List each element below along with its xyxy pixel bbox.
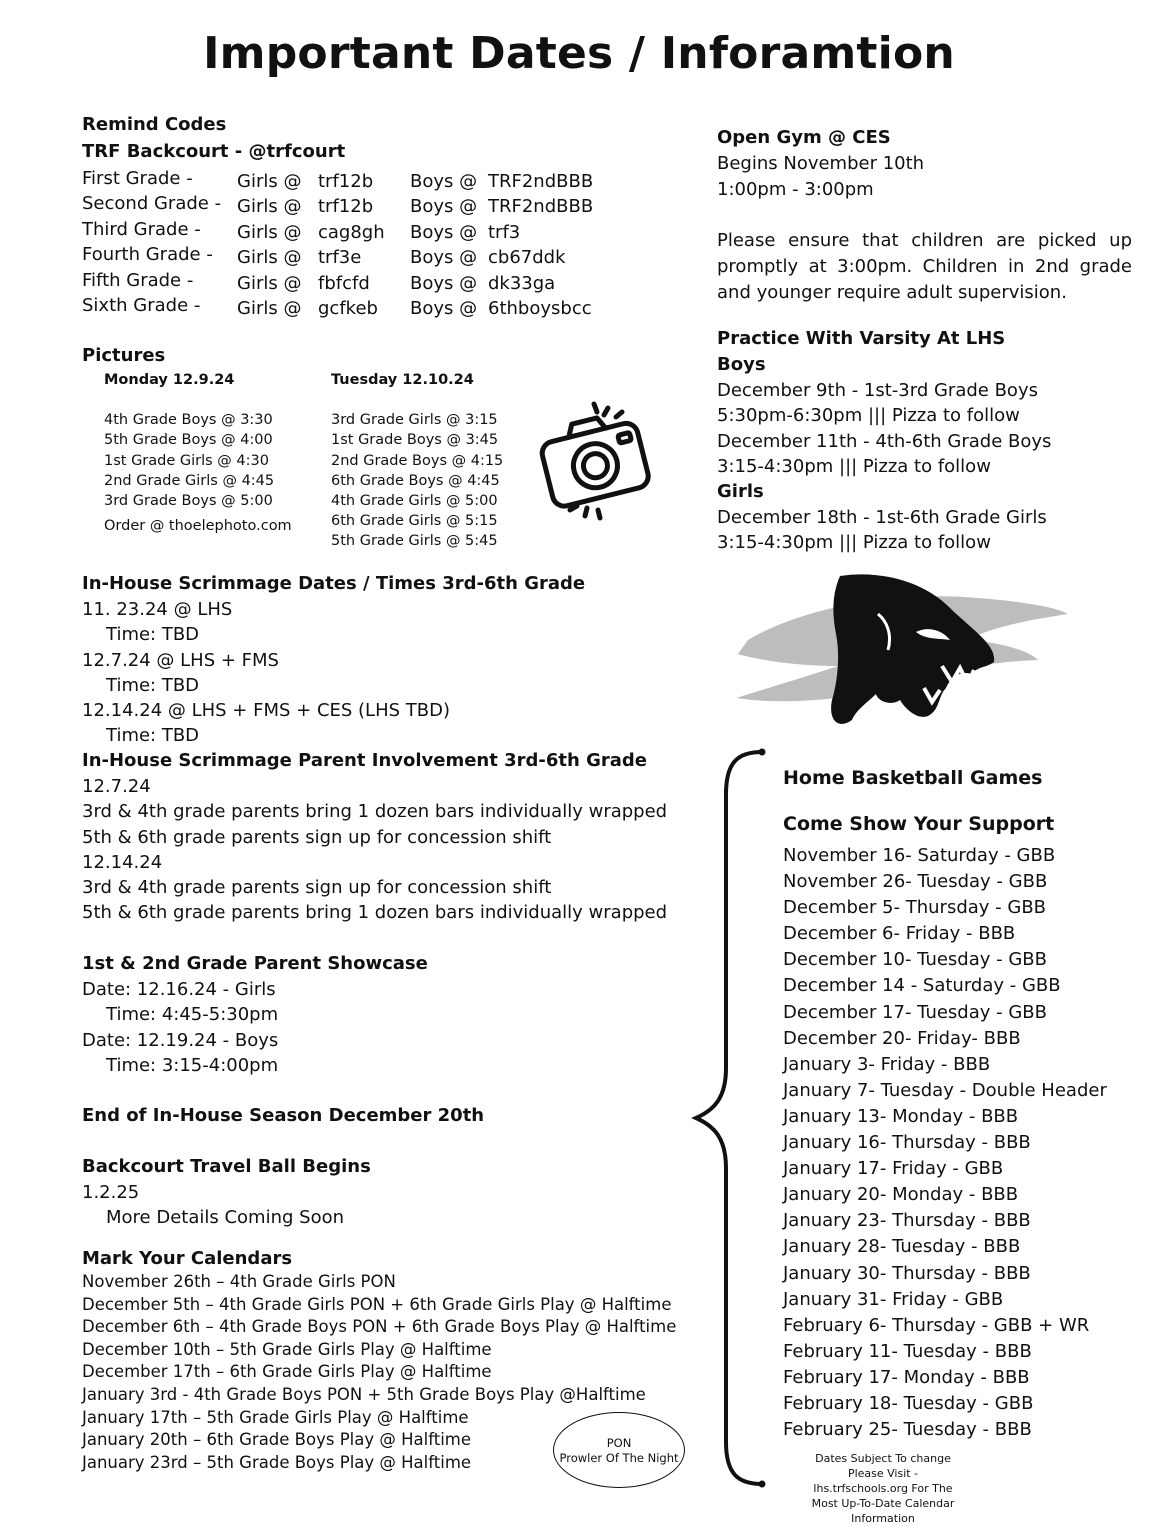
pictures-heading: Pictures <box>82 345 166 366</box>
varsity-boys-label: Boys <box>717 354 766 375</box>
showcase-line: Time: 3:15-4:00pm <box>106 1054 279 1076</box>
tuesday-label: Tuesday 12.10.24 <box>331 372 474 388</box>
travel-date: 1.2.25 <box>82 1182 140 1203</box>
picture-slot: 4th Grade Boys @ 3:30 <box>104 412 273 429</box>
game-item: January 28- Tuesday - BBB <box>783 1236 1021 1258</box>
game-item: January 3- Friday - BBB <box>783 1053 991 1075</box>
remind-row <box>82 244 642 269</box>
involvement-line: 5th & 6th grade parents bring 1 dozen bars individually wrapped <box>82 902 668 924</box>
game-item: February 6- Thursday - GBB + WR <box>783 1314 1090 1336</box>
picture-slot: 3rd Grade Girls @ 3:15 <box>331 412 498 429</box>
picture-slot: 1st Grade Boys @ 3:45 <box>331 432 499 449</box>
showcase-lines <box>82 977 278 1078</box>
travel-heading: Backcourt Travel Ball Begins <box>82 1156 371 1177</box>
page-title: Important Dates / Inforamtion <box>203 28 955 79</box>
game-item: January 17- Friday - GBB <box>783 1158 1004 1180</box>
remind-boys-label: Boys @ <box>410 298 478 319</box>
panther-mascot-icon <box>728 570 1073 732</box>
open-gym-heading: Open Gym @ CES <box>717 127 891 148</box>
home-games-heading: Home Basketball Games <box>783 767 1043 789</box>
end-season-heading: End of In-House Season December 20th <box>82 1105 485 1126</box>
home-games-subheading: Come Show Your Support <box>783 813 1055 835</box>
game-item: December 10- Tuesday - GBB <box>783 949 1047 971</box>
remind-boys-code: 6thboysbcc <box>488 298 592 319</box>
picture-slot: 3rd Grade Boys @ 5:00 <box>104 493 273 510</box>
camera-icon <box>530 398 658 522</box>
dates-note <box>808 1451 958 1526</box>
pictures-tuesday <box>331 370 503 552</box>
varsity-girls-label: Girls <box>717 481 764 502</box>
picture-slot: 2nd Grade Girls @ 4:45 <box>104 472 275 489</box>
remind-grade: Second Grade - <box>82 193 222 215</box>
involvement-heading: In-House Scrimmage Parent Involvement 3rd-6th Grade <box>82 750 647 771</box>
game-item: February 11- Tuesday - BBB <box>783 1340 1032 1362</box>
varsity-girls-lines <box>717 505 1047 556</box>
involvement-line: 3rd & 4th grade parents bring 1 dozen bars individually wrapped <box>82 801 668 823</box>
showcase-line: Time: 4:45-5:30pm <box>106 1004 279 1026</box>
pon-full: Prowler Of The Night <box>559 1451 679 1465</box>
game-item: November 16- Saturday - GBB <box>783 845 1056 866</box>
note-line: Please Visit - lhs.trfschools.org For The <box>813 1467 953 1495</box>
remind-row <box>82 219 642 244</box>
scrimmage-line: Time: TBD <box>106 725 200 747</box>
game-item: January 13- Monday - BBB <box>783 1105 1019 1127</box>
home-games-list <box>783 843 1107 1443</box>
remind-row <box>82 193 642 218</box>
game-item: January 7- Tuesday - Double Header <box>783 1079 1107 1101</box>
remind-boys-code: cb67ddk <box>488 247 566 269</box>
remind-girls-label: Girls @ <box>237 196 302 218</box>
remind-boys-code: TRF2ndBBB <box>488 196 594 218</box>
varsity-line: 5:30pm-6:30pm ||| Pizza to follow <box>717 405 1020 427</box>
remind-girls-code: trf12b <box>318 196 374 218</box>
remind-grade: Third Grade - <box>82 218 201 240</box>
remind-row <box>82 270 642 295</box>
picture-slot: 5th Grade Girls @ 5:45 <box>331 533 498 550</box>
picture-slot: 4th Grade Girls @ 5:00 <box>331 493 498 510</box>
game-item: February 25- Tuesday - BBB <box>783 1419 1032 1441</box>
varsity-boys-lines <box>717 378 1051 479</box>
remind-girls-code: cag8gh <box>318 221 385 243</box>
calendar-heading: Mark Your Calendars <box>82 1248 293 1269</box>
open-gym-note: Please ensure that children are picked up promptly at 3:00pm. Children in 2nd grade and younger require adult supervision. <box>717 230 1132 303</box>
pon-badge <box>553 1412 685 1488</box>
order-link-text: Order @ thoelephoto.com <box>104 518 292 535</box>
remind-boys-code: dk33ga <box>488 272 556 294</box>
note-line: Most Up-To-Date Calendar Information <box>811 1497 955 1525</box>
scrimmage-line: Time: TBD <box>106 624 200 646</box>
remind-girls-label: Girls @ <box>237 272 302 294</box>
varsity-line: December 9th - 1st-3rd Grade Boys <box>717 380 1038 401</box>
monday-schedule <box>104 410 292 511</box>
game-item: January 16- Thursday - BBB <box>783 1132 1031 1154</box>
travel-details: More Details Coming Soon <box>106 1207 344 1228</box>
monday-label: Monday 12.9.24 <box>104 372 235 388</box>
remind-girls-code: trf12b <box>318 171 374 192</box>
scrimmage-heading: In-House Scrimmage Dates / Times 3rd-6th Grade <box>82 573 586 594</box>
calendar-line: January 17th – 5th Grade Girls Play @ Halftime <box>82 1407 469 1427</box>
calendar-line: January 23rd – 5th Grade Boys Play @ Halftime <box>82 1452 472 1472</box>
game-item: February 17- Monday - BBB <box>783 1366 1030 1388</box>
remind-girls-code: trf3e <box>318 247 362 269</box>
pon-abbr: PON <box>606 1436 632 1450</box>
calendar-line: January 20th – 6th Grade Boys Play @ Halftime <box>82 1430 471 1450</box>
picture-slot: 2nd Grade Boys @ 4:15 <box>331 452 504 469</box>
calendar-line: November 26th – 4th Grade Girls PON <box>82 1272 396 1291</box>
remind-grade: Fourth Grade - <box>82 244 213 266</box>
remind-grade: Fifth Grade - <box>82 269 194 291</box>
open-gym-begins: Begins November 10th <box>717 153 925 174</box>
remind-girls-code: gcfkeb <box>318 298 378 319</box>
remind-girls-label: Girls @ <box>237 247 302 269</box>
varsity-line: 3:15-4:30pm ||| Pizza to follow <box>717 532 991 554</box>
scrimmage-dates <box>82 597 450 749</box>
varsity-line: December 18th - 1st-6th Grade Girls <box>717 507 1047 528</box>
involvement-line: 5th & 6th grade parents sign up for concession shift <box>82 826 552 848</box>
remind-girls-label: Girls @ <box>237 221 302 243</box>
picture-slot: 1st Grade Girls @ 4:30 <box>104 452 269 469</box>
remind-boys-label: Boys @ <box>410 221 478 243</box>
remind-boys-code: trf3 <box>488 221 521 243</box>
remind-girls-label: Girls @ <box>237 171 302 192</box>
pictures-monday <box>104 370 292 536</box>
tuesday-schedule <box>331 410 503 551</box>
calendar-line: December 17th – 6th Grade Girls Play @ Halftime <box>82 1362 492 1382</box>
game-item: January 31- Friday - GBB <box>783 1288 1004 1310</box>
remind-girls-code: fbfcfd <box>318 272 370 294</box>
game-item: January 30- Thursday - BBB <box>783 1262 1031 1284</box>
remind-grade: Sixth Grade - <box>82 295 201 316</box>
calendar-line: January 3rd - 4th Grade Boys PON + 5th Grade Boys Play @Halftime <box>82 1384 646 1404</box>
game-item: December 20- Friday- BBB <box>783 1027 1021 1049</box>
scrimmage-line: 12.7.24 @ LHS + FMS <box>82 649 279 671</box>
showcase-line: Date: 12.16.24 - Girls <box>82 979 276 1000</box>
involvement-lines <box>82 774 667 926</box>
scrimmage-line: 11. 23.24 @ LHS <box>82 599 233 620</box>
remind-grade: First Grade - <box>82 168 193 189</box>
remind-row <box>82 295 642 320</box>
involvement-line: 12.14.24 <box>82 851 163 873</box>
remind-boys-code: TRF2ndBBB <box>488 171 594 192</box>
showcase-line: Date: 12.19.24 - Boys <box>82 1029 279 1051</box>
involvement-line: 12.7.24 <box>82 776 151 797</box>
note-line: Dates Subject To change <box>815 1452 951 1465</box>
calendar-line: December 6th – 4th Grade Boys PON + 6th Grade Boys Play @ Halftime <box>82 1317 677 1337</box>
picture-slot: 6th Grade Boys @ 4:45 <box>331 472 500 489</box>
varsity-heading: Practice With Varsity At LHS <box>717 328 1006 349</box>
remind-girls-label: Girls @ <box>237 298 302 319</box>
game-item: February 18- Tuesday - GBB <box>783 1392 1034 1414</box>
varsity-line: 3:15-4:30pm ||| Pizza to follow <box>717 455 991 477</box>
open-gym-time: 1:00pm - 3:00pm <box>717 179 874 200</box>
remind-heading: Remind Codes <box>82 114 227 135</box>
game-item: November 26- Tuesday - GBB <box>783 871 1048 893</box>
involvement-line: 3rd & 4th grade parents sign up for concession shift <box>82 877 552 899</box>
game-item: January 20- Monday - BBB <box>783 1184 1019 1206</box>
remind-row <box>82 168 642 193</box>
showcase-heading: 1st & 2nd Grade Parent Showcase <box>82 953 428 974</box>
curly-brace-icon <box>690 748 770 1488</box>
remind-subheading: TRF Backcourt - @trfcourt <box>82 141 346 162</box>
remind-boys-label: Boys @ <box>410 272 478 294</box>
calendar-line: December 5th – 4th Grade Girls PON + 6th Grade Girls Play @ Halftime <box>82 1294 672 1314</box>
remind-boys-label: Boys @ <box>410 247 478 269</box>
calendar-line: December 10th – 5th Grade Girls Play @ Halftime <box>82 1339 492 1359</box>
game-item: December 14 - Saturday - GBB <box>783 975 1061 997</box>
scrimmage-line: Time: TBD <box>106 674 200 696</box>
game-item: January 23- Thursday - BBB <box>783 1210 1031 1232</box>
scrimmage-line: 12.14.24 @ LHS + FMS + CES (LHS TBD) <box>82 700 450 722</box>
picture-slot: 6th Grade Girls @ 5:15 <box>331 513 498 530</box>
remind-boys-label: Boys @ <box>410 171 478 192</box>
varsity-line: December 11th - 4th-6th Grade Boys <box>717 430 1052 452</box>
picture-slot: 5th Grade Boys @ 4:00 <box>104 432 273 449</box>
remind-boys-label: Boys @ <box>410 196 478 218</box>
game-item: December 17- Tuesday - GBB <box>783 1001 1047 1023</box>
game-item: December 6- Friday - BBB <box>783 923 1016 945</box>
game-item: December 5- Thursday - GBB <box>783 897 1047 919</box>
